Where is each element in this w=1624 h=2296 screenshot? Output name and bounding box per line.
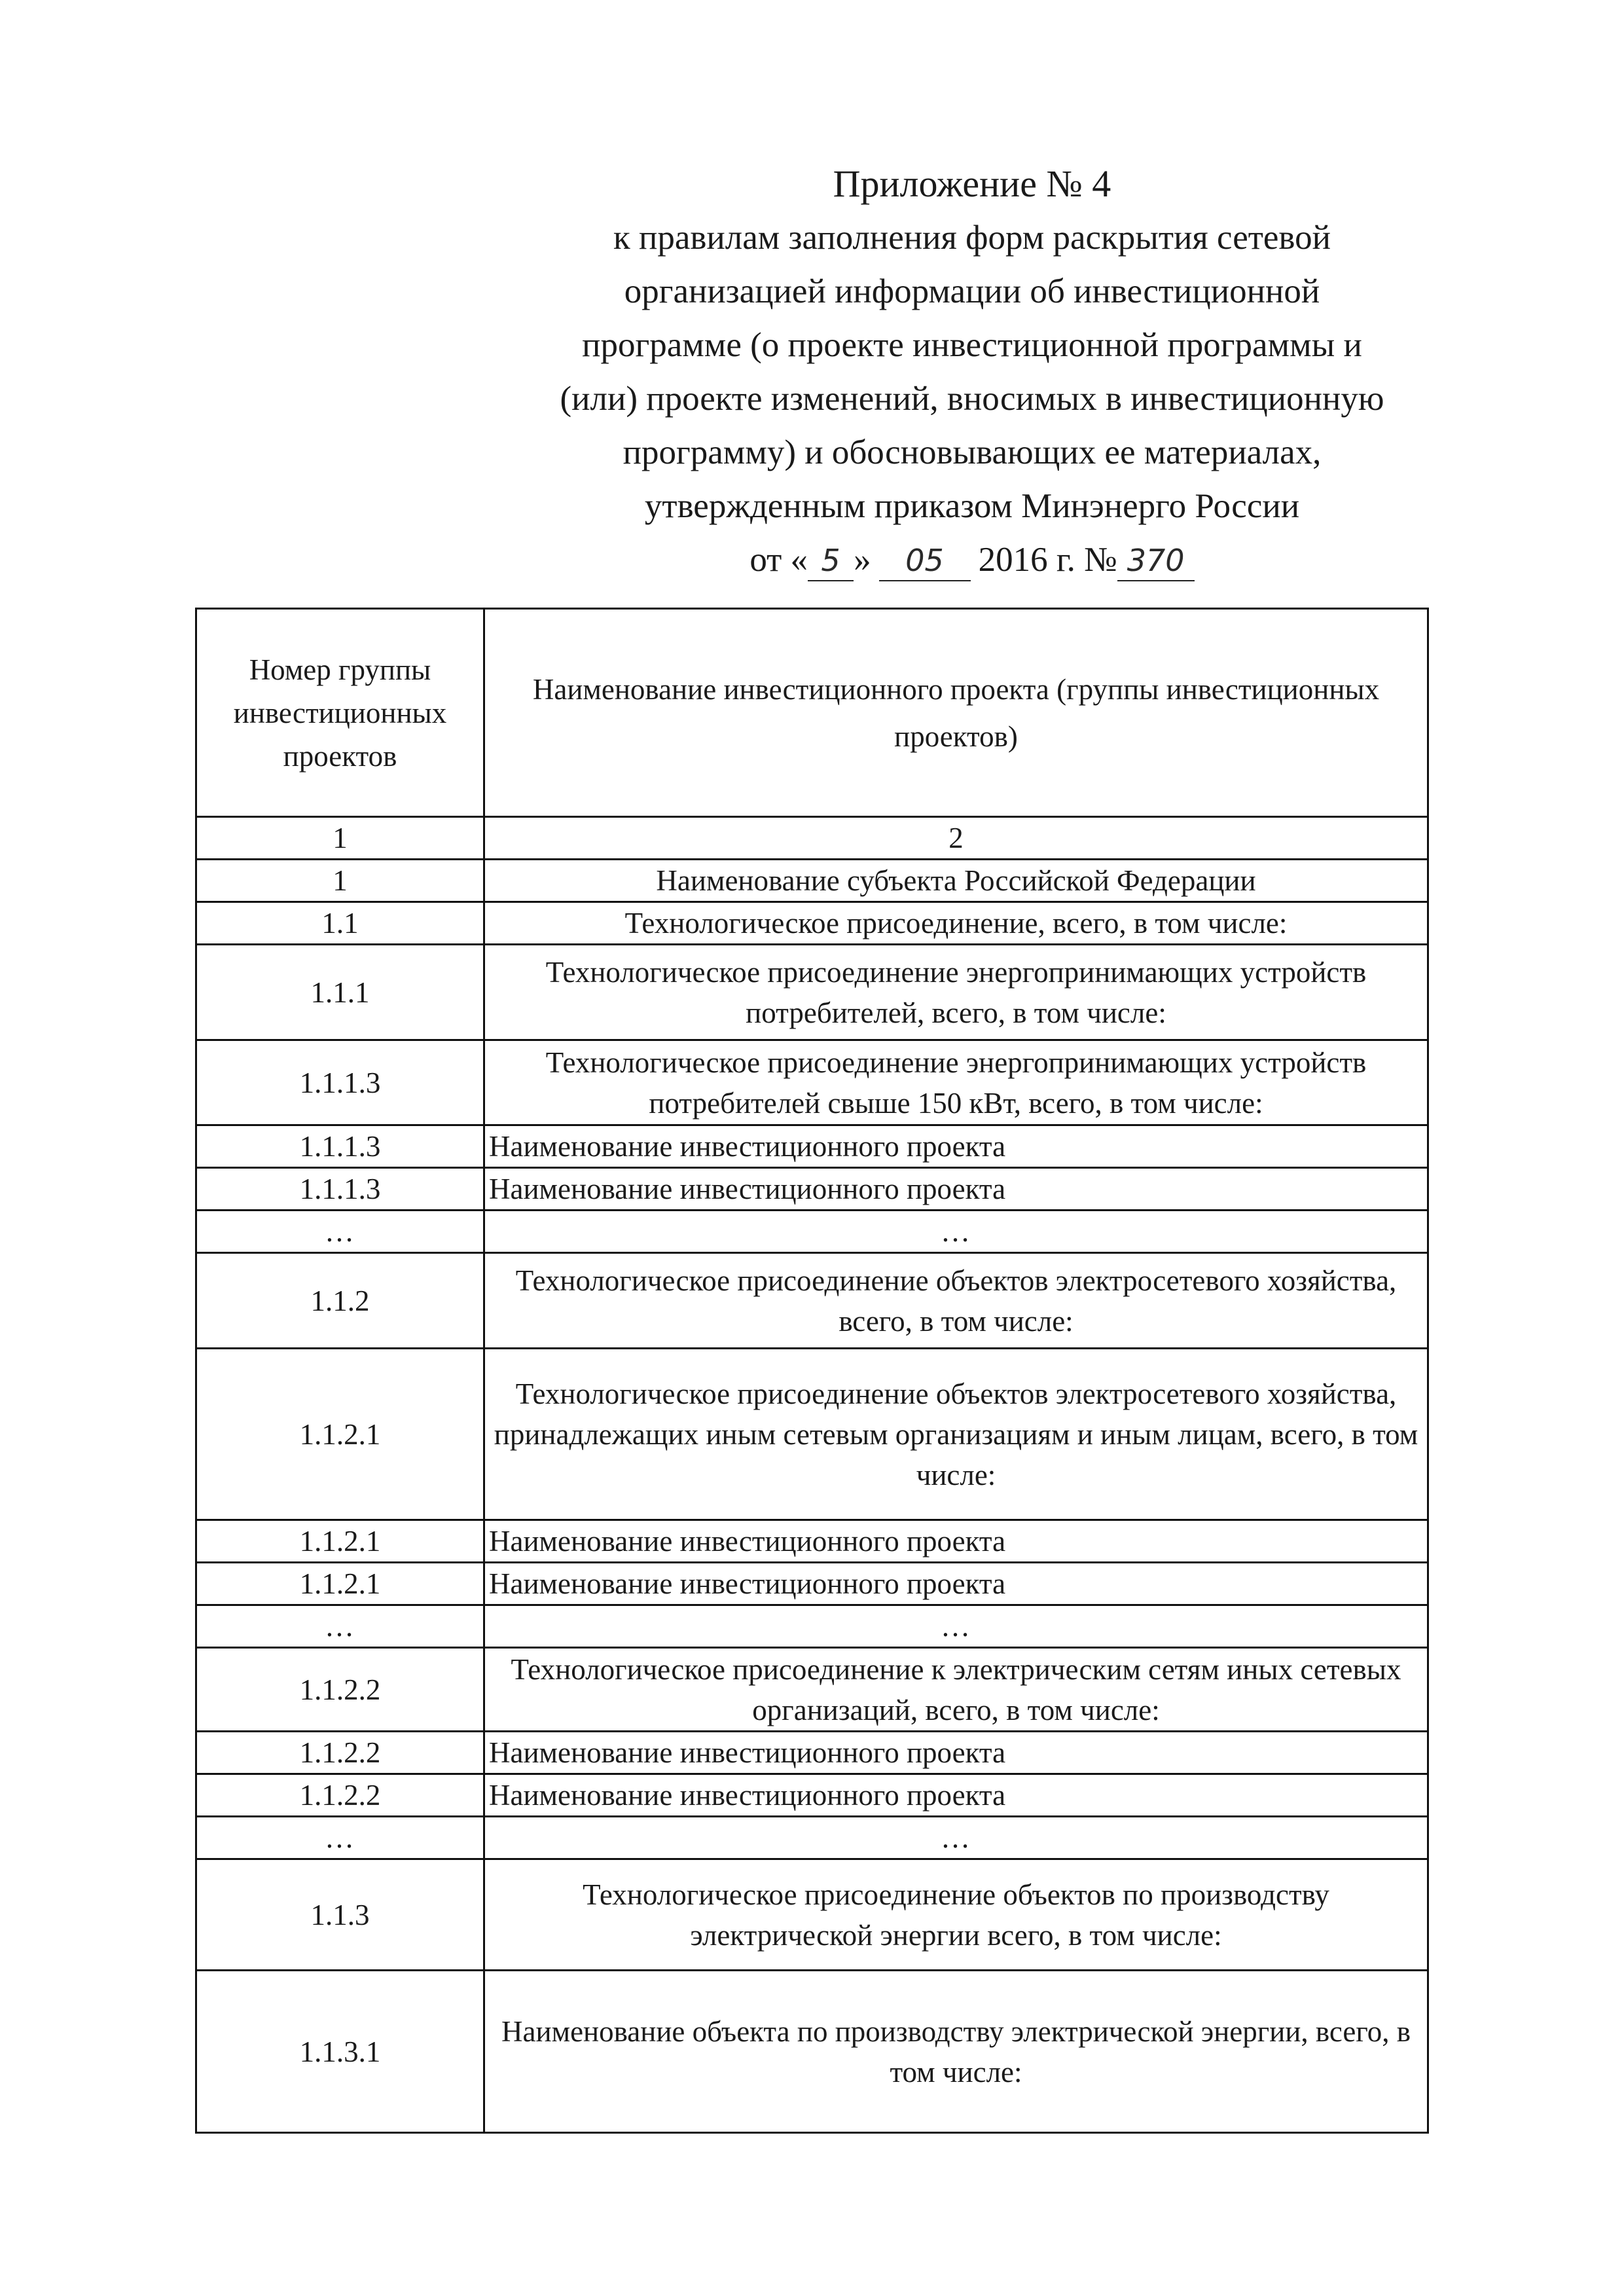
- date-prefix: от «: [749, 541, 808, 579]
- row-name: …: [484, 1605, 1428, 1648]
- handwritten-month: 05: [879, 541, 971, 581]
- row-number: …: [196, 1211, 484, 1253]
- row-number: 1: [196, 860, 484, 902]
- appendix-title: Приложение № 4: [833, 162, 1111, 205]
- table-row: [196, 945, 1428, 1040]
- row-number: 1.1.2.2: [196, 1732, 484, 1774]
- row-name: Технологическое присоединение объектов электросетевого хозяйства, принадлежащих иным сетевым организациям и иным лицам, всего, в том числе:: [484, 1349, 1428, 1520]
- table-row: [196, 1732, 1428, 1774]
- handwritten-day: 5: [808, 541, 854, 581]
- table-row: [196, 1971, 1428, 2133]
- row-name: Технологическое присоединение, всего, в том числе:: [484, 902, 1428, 945]
- header-line-1: к правилам заполнения форм раскрытия сетевой: [613, 219, 1331, 257]
- document-header: [471, 158, 1473, 587]
- row-number: 1.1.2.2: [196, 1774, 484, 1817]
- column-number-2: 2: [484, 817, 1428, 860]
- row-name: Технологическое присоединение к электрическим сетям иных сетевых организаций, всего, в том числе:: [484, 1648, 1428, 1732]
- row-number: 1.1: [196, 902, 484, 945]
- row-number: …: [196, 1817, 484, 1859]
- row-name: …: [484, 1211, 1428, 1253]
- investment-projects-table: [195, 608, 1429, 2134]
- header-line-2: организацией информации об инвестиционной: [624, 272, 1320, 310]
- table-row: [196, 1253, 1428, 1349]
- row-number: 1.1.1.3: [196, 1125, 484, 1168]
- row-number: 1.1.2.2: [196, 1648, 484, 1732]
- header-line-3: программе (о проекте инвестиционной программы и: [582, 326, 1362, 364]
- row-name: Технологическое присоединение энергопринимающих устройств потребителей свыше 150 кВт, всего, в том числе:: [484, 1040, 1428, 1125]
- table-row: [196, 1125, 1428, 1168]
- table-row: [196, 902, 1428, 945]
- header-line-5: программу) и обосновывающих ее материалах,: [623, 433, 1322, 471]
- row-number: 1.1.2: [196, 1253, 484, 1349]
- row-number: 1.1.2.1: [196, 1349, 484, 1520]
- row-name: Наименование инвестиционного проекта: [484, 1125, 1428, 1168]
- row-name: Наименование инвестиционного проекта: [484, 1563, 1428, 1605]
- table-header-row: [196, 609, 1428, 817]
- row-name: …: [484, 1817, 1428, 1859]
- row-number: 1.1.1.3: [196, 1040, 484, 1125]
- row-name: Наименование субъекта Российской Федерации: [484, 860, 1428, 902]
- table-row: [196, 1349, 1428, 1520]
- table-row: [196, 1817, 1428, 1859]
- table-row: [196, 1563, 1428, 1605]
- table-row: [196, 1168, 1428, 1211]
- column-number-row: [196, 817, 1428, 860]
- table-row: [196, 1774, 1428, 1817]
- row-name: Наименование инвестиционного проекта: [484, 1732, 1428, 1774]
- row-name: Наименование объекта по производству электрической энергии, всего, в том числе:: [484, 1971, 1428, 2133]
- table-row: [196, 860, 1428, 902]
- row-number: 1.1.1: [196, 945, 484, 1040]
- table-row: [196, 1605, 1428, 1648]
- order-date-line: [471, 533, 1473, 587]
- date-mid: »: [854, 541, 871, 579]
- header-line-4: (или) проекте изменений, вносимых в инвестиционную: [560, 380, 1384, 418]
- header-cell-project-name: Наименование инвестиционного проекта (группы инвестиционных проектов): [484, 609, 1428, 817]
- row-number: 1.1.2.1: [196, 1563, 484, 1605]
- row-number: 1.1.2.1: [196, 1520, 484, 1563]
- header-cell-group-number: Номер группы инвестиционных проектов: [196, 609, 484, 817]
- row-name: Наименование инвестиционного проекта: [484, 1520, 1428, 1563]
- row-number: 1.1.3.1: [196, 1971, 484, 2133]
- row-name: Технологическое присоединение объектов электросетевого хозяйства, всего, в том числе:: [484, 1253, 1428, 1349]
- handwritten-order-number: 370: [1117, 541, 1195, 581]
- row-number: 1.1.1.3: [196, 1168, 484, 1211]
- row-name: Наименование инвестиционного проекта: [484, 1774, 1428, 1817]
- date-year-text: 2016 г. №: [978, 541, 1117, 579]
- table-row: [196, 1040, 1428, 1125]
- row-number: 1.1.3: [196, 1859, 484, 1971]
- row-name: Технологическое присоединение объектов по производству электрической энергии всего, в том числе:: [484, 1859, 1428, 1971]
- table-row: [196, 1648, 1428, 1732]
- row-name: Технологическое присоединение энергопринимающих устройств потребителей, всего, в том числе:: [484, 945, 1428, 1040]
- header-line-6: утвержденным приказом Минэнерго России: [644, 487, 1300, 525]
- row-name: Наименование инвестиционного проекта: [484, 1168, 1428, 1211]
- table-row: [196, 1211, 1428, 1253]
- table-row: [196, 1520, 1428, 1563]
- table-row: [196, 1859, 1428, 1971]
- row-number: …: [196, 1605, 484, 1648]
- column-number-1: 1: [196, 817, 484, 860]
